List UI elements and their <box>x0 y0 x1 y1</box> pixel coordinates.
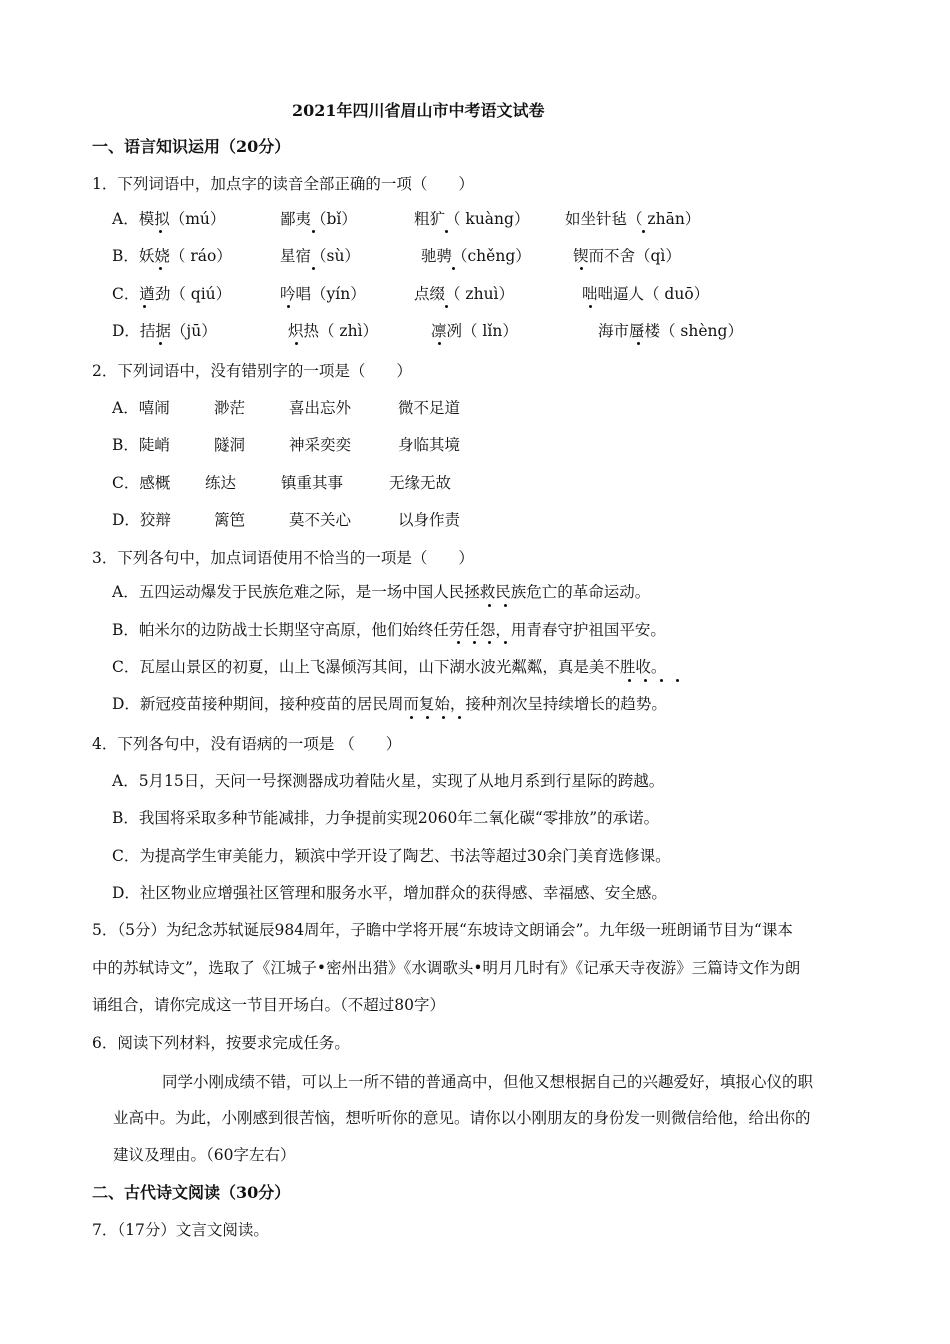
emphasis-dot <box>628 679 631 682</box>
question-2-stem: 2．下列词语中，没有错别字的一项是（ ） <box>92 362 412 380</box>
emphasis-dot <box>287 305 290 308</box>
option-cell: 隧洞 <box>214 436 246 454</box>
option-cell: A．模拟（mú） <box>112 210 226 228</box>
emphasis-dot <box>457 641 460 644</box>
emphasis-dot <box>458 716 461 719</box>
option-cell: 锲而不舍（qì） <box>573 247 681 265</box>
option-cell: 渺茫 <box>214 399 246 417</box>
option-cell: 以身作责 <box>398 511 461 529</box>
option-cell: C．感概 <box>112 474 171 492</box>
option-cell: 海市蜃楼（ shèng） <box>598 322 743 340</box>
question-6-stem: 6．阅读下列材料，按要求完成任务。 <box>92 1034 350 1052</box>
emphasis-dot <box>504 604 507 607</box>
emphasis-dot <box>589 305 592 308</box>
option-cell: 篱笆 <box>214 511 246 529</box>
question-5-line-2: 中的苏轼诗文”，选取了《江城子•密州出猎》《水调歌头•明月几时有》《记承天寺夜游》三篇诗文作为朗 <box>92 959 801 977</box>
emphasis-dot <box>410 716 413 719</box>
emphasis-dot <box>312 267 315 270</box>
option-cell: 如坐针毡（ zhān） <box>565 210 701 228</box>
option-cell: A．嘻闹 <box>112 399 170 417</box>
emphasis-dot <box>442 716 445 719</box>
emphasis-dot <box>504 641 507 644</box>
question-3-option-b: B．帕米尔的边防战士长期坚守高原，他们始终任劳任怨，用青春守护祖国平安。 <box>112 621 666 639</box>
page-title: 2021年四川省眉山市中考语文试卷 <box>292 101 545 120</box>
option-cell: 星宿（sù） <box>280 247 360 265</box>
question-4-option-c: C．为提高学生审美能力，颖滨中学开设了陶艺、书法等超过30余门美育选修课。 <box>112 847 671 865</box>
emphasis-dot <box>159 230 162 233</box>
question-4-stem: 4．下列各句中，没有语病的一项是 （ ） <box>92 735 402 753</box>
emphasis-dot <box>637 342 640 345</box>
question-4-option-a: A．5月15日，天问一号探测器成功着陆火星，实现了从地月系到行星际的跨越。 <box>112 772 665 790</box>
section-heading-1: 一、语言知识运用（20分） <box>92 137 291 156</box>
emphasis-dot <box>473 641 476 644</box>
option-cell: 炽热（ zhì） <box>288 322 379 340</box>
question-3-option-d: D．新冠疫苗接种期间，接种疫苗的居民周而复始，接种剂次呈持续增长的趋势。 <box>112 695 667 713</box>
question-6-material-line-3: 建议及理由。（60字左右） <box>113 1146 296 1164</box>
option-cell: D．狡辩 <box>112 511 171 529</box>
emphasis-dot <box>438 342 441 345</box>
option-cell: 莫不关心 <box>289 511 352 529</box>
option-cell: 点缀（ zhuì） <box>414 285 515 303</box>
question-4-option-b: B．我国将采取多种节能减排，力争提前实现2060年二氧化碳“零排放”的承诺。 <box>112 809 660 827</box>
option-cell: 身临其境 <box>398 436 461 454</box>
option-cell: 微不足道 <box>398 399 461 417</box>
question-5-line-3: 诵组合，请你完成这一节目开场白。（不超过80字） <box>92 996 445 1014</box>
option-cell: 咄咄逼人（ duō） <box>582 285 710 303</box>
option-cell: C．遒劲（ qiú） <box>112 285 232 303</box>
emphasis-dot <box>295 342 298 345</box>
option-cell: 神采奕奕 <box>289 436 352 454</box>
emphasis-dot <box>488 604 491 607</box>
question-6-material-line-2: 业高中。为此，小刚感到很苦恼，想听听你的意见。请你以小刚朋友的身份发一则微信给他，给出你的 <box>113 1109 811 1127</box>
emphasis-dot <box>676 679 679 682</box>
section-heading-2: 二、古代诗文阅读（30分） <box>92 1183 291 1202</box>
question-3-option-a: A．五四运动爆发于民族危难之际，是一场中国人民拯救民族危亡的革命运动。 <box>112 583 651 601</box>
emphasis-dot <box>488 641 491 644</box>
emphasis-dot <box>644 679 647 682</box>
option-cell: 练达 <box>205 474 237 492</box>
question-6-material-line-1: 同学小刚成绩不错，可以上一所不错的普通高中，但他又想根据自己的兴趣爱好，填报心仪的职 <box>162 1073 814 1091</box>
emphasis-dot <box>312 230 315 233</box>
emphasis-dot <box>642 230 645 233</box>
option-cell: 驰骋（chěng） <box>421 247 531 265</box>
option-cell: 无缘无故 <box>389 474 452 492</box>
emphasis-dot <box>445 305 448 308</box>
emphasis-dot <box>660 679 663 682</box>
question-1-stem: 1．下列词语中，加点字的读音全部正确的一项（ ） <box>92 175 474 193</box>
option-cell: 镇重其事 <box>281 474 344 492</box>
question-7-stem: 7．（17分）文言文阅读。 <box>92 1221 269 1239</box>
emphasis-dot <box>159 267 162 270</box>
option-cell: 喜出忘外 <box>289 399 352 417</box>
option-cell: 吟唱（yín） <box>280 285 366 303</box>
emphasis-dot <box>143 305 146 308</box>
option-cell: 鄙夷（bǐ） <box>280 210 357 228</box>
option-cell: B．妖娆（ ráo） <box>112 247 232 265</box>
option-cell: 粗犷（ kuàng） <box>414 210 530 228</box>
emphasis-dot <box>159 342 162 345</box>
question-5-line-1: 5．（5分）为纪念苏轼诞辰984周年，子瞻中学将开展“东坡诗文朗诵会”。九年级一班朗诵节目为“课本 <box>92 921 793 939</box>
emphasis-dot <box>445 230 448 233</box>
emphasis-dot <box>452 267 455 270</box>
question-3-stem: 3．下列各句中，加点词语使用不恰当的一项是（ ） <box>92 549 474 567</box>
option-cell: D．拮据（jū） <box>112 322 217 340</box>
emphasis-dot <box>426 716 429 719</box>
option-cell: 凛冽（ lǐn） <box>431 322 518 340</box>
question-3-option-c: C．瓦屋山景区的初夏，山上飞瀑倾泻其间，山下湖水波光粼粼，真是美不胜收。 <box>112 658 667 676</box>
question-4-option-d: D．社区物业应增强社区管理和服务水平，增加群众的获得感、幸福感、安全感。 <box>112 884 667 902</box>
emphasis-dot <box>580 267 583 270</box>
option-cell: B．陡峭 <box>112 436 170 454</box>
